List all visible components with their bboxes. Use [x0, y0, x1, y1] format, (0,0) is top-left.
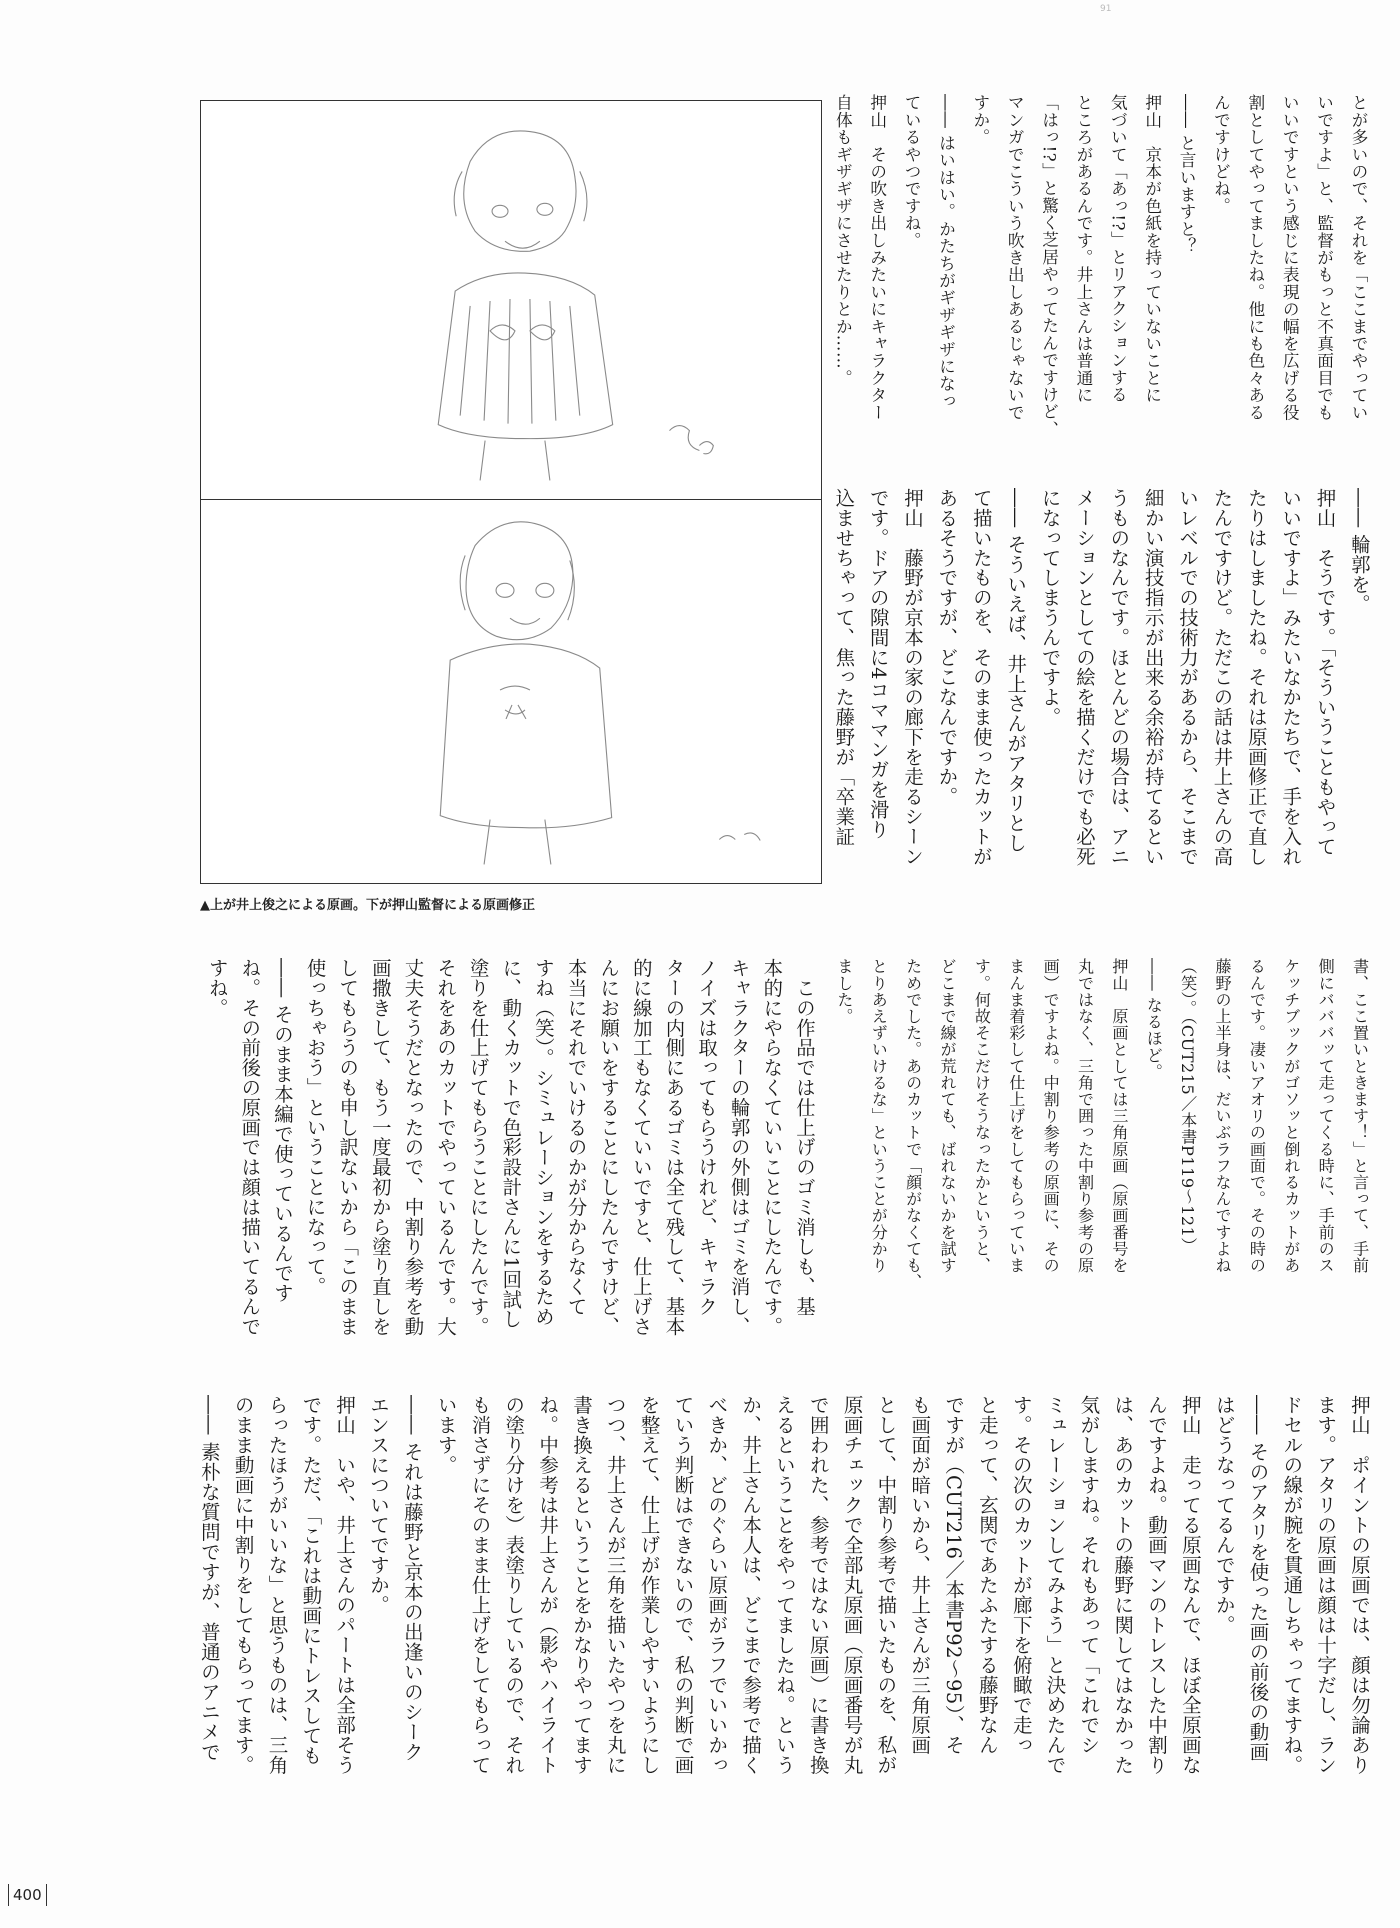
text-line: はどうなってるんですか。 — [1212, 1395, 1236, 1635]
text-line: してもらうのも申し訳ないから「このまま — [336, 958, 360, 1337]
text-line: いいですという感じに表現の幅を広げる役 — [1280, 94, 1301, 421]
text-line: 押山 ポイントの原画では、顔は勿論あり — [1348, 1395, 1371, 1775]
text-line: あるそうですが、どこなんですか。 — [935, 488, 959, 807]
text-line: えるということをやってましたね。という — [772, 1395, 796, 1775]
text-line: も画面が暗いから、井上さんが三角原画 — [908, 1395, 932, 1755]
text-line: に、動くカットで色彩設計さんに1回試し — [499, 958, 523, 1330]
text-line: ね。中参考は井上さんが（影やハイライト — [536, 1395, 560, 1775]
text-line: ―― そのまま本編で使っているんです — [271, 958, 294, 1303]
text-line: ドセルの線が腕を貫通しちゃってますね。 — [1280, 1395, 1304, 1775]
text-line: 押山 京本が色紙を持っていないことに — [1142, 94, 1163, 404]
text-line: のまま動画に中割りをしてもらってます。 — [231, 1395, 255, 1775]
text-line: になってしまうんですよ。 — [1038, 488, 1062, 727]
text-line: すね。 — [205, 958, 229, 1018]
text-line: の塗り分けを）表塗りしているので、それ — [502, 1395, 526, 1775]
text-line: 押山 藤野が京本の家の廊下を走るシーン — [901, 488, 925, 867]
text-line: ―― それは藤野と京本の出逢いのシーク — [400, 1395, 424, 1762]
text-line: か、井上さん本人は、どこまで参考で描く — [739, 1395, 763, 1775]
text-line: ―― はいはい。かたちがギザギザになっ — [936, 94, 957, 410]
text-line: エンスについてですか。 — [366, 1395, 390, 1615]
text-line: ね。その前後の原画では顔は描いてるんで — [238, 958, 262, 1337]
text-line: ところがあるんです。井上さんは普通に — [1074, 94, 1094, 404]
text-line: ですが（CUT216／本書P92～95）、そ — [942, 1395, 966, 1756]
text-line: います。 — [434, 1395, 458, 1475]
text-line: ためでした。あのカットで「顔がなくても、 — [903, 958, 923, 1290]
text-line: 押山 走ってる原画なんで、ほぼ全原画な — [1178, 1395, 1202, 1775]
text-line: ―― 素朴な質問ですが、普通のアニメで — [197, 1395, 221, 1762]
page-number-text: 400 — [13, 1886, 42, 1904]
text-line: と走って、玄関であたふたする藤野なん — [975, 1395, 999, 1755]
text-line: この作品では仕上げのゴミ消しも、基 — [793, 958, 816, 1317]
text-line: すか。 — [970, 94, 991, 146]
text-line: たりはしましたね。それは原画修正で直し — [1244, 488, 1268, 867]
text-line: たんですけど。ただこの話は井上さんの高 — [1210, 488, 1234, 867]
illustration-figure — [200, 100, 822, 884]
text-line: ―― なるほど。 — [1143, 958, 1163, 1080]
text-line: 自体もギザギザにさせたりとか……。 — [833, 94, 854, 387]
text-line: 原画チェックで全部丸原画（原画番号が丸 — [840, 1395, 864, 1775]
sketch-panel-original — [201, 101, 821, 500]
text-line: て描いたものを、そのまま使ったカットが — [969, 488, 993, 867]
text-line: 気づいて「あっ!?」とリアクションする — [1108, 94, 1129, 404]
text-line: 押山 その吹き出しみたいにキャラクター — [867, 94, 888, 421]
text-line: らったほうがいいな」と思うものは、三角 — [265, 1395, 289, 1775]
text-line: ―― そういえば、井上さんがアタリとし — [1004, 488, 1028, 853]
text-line: それをあのカットでやっているんです。大 — [434, 958, 458, 1337]
text-line: 気がしますね。それもあって「これでシ — [1077, 1395, 1101, 1755]
text-line: 画）ですよね。中割り参考の原画に、その — [1040, 958, 1060, 1274]
text-line: す。何故そこだけそうなったかというと、 — [971, 958, 991, 1274]
text-line: ました。 — [834, 958, 854, 1025]
text-line: 押山 そうです。「そういうこともやって — [1313, 488, 1337, 857]
text-line: ―― と言いますと？ — [1177, 94, 1198, 255]
text-block-2 — [826, 488, 1376, 868]
text-line: で囲われた、参考ではない原画）に書き換 — [806, 1395, 830, 1775]
text-line: メーションとしての絵を描くだけでも必死 — [1073, 488, 1096, 867]
text-line: んですけどね。 — [1211, 94, 1232, 215]
text-line: 割としてやってましたね。他にも色々ある — [1245, 94, 1266, 421]
text-line: ます。アタリの原画は顔は十字だし、ラン — [1314, 1395, 1338, 1775]
text-line: うものなんです。ほとんどの場合は、アニ — [1107, 488, 1131, 867]
text-line: 本当にそれでいけるのかが分からなくて — [564, 958, 588, 1317]
text-line: いいですよ」みたいなかたちで、手を入れ — [1279, 488, 1303, 867]
sketch-corrected-drawing — [201, 500, 821, 883]
text-line: 的に線加工もなくていいですと、仕上げさ — [629, 958, 653, 1337]
text-line: として、中割り参考で描いたものを、私が — [874, 1395, 898, 1775]
text-line: るんです。凄いアオリの画面で。その時の — [1246, 958, 1266, 1274]
text-line: 使っちゃおう」ということになって。 — [303, 958, 327, 1297]
text-line: マンガでこういう吹き出しあるじゃないで — [1005, 94, 1026, 421]
sketch-original-drawing — [201, 101, 821, 499]
text-line: 細かい演技指示が出来る余裕が持てるとい — [1141, 488, 1165, 867]
text-line: です。ドアの隙間に4コママンガを滑り — [866, 488, 890, 840]
text-line: べきか、どのぐらい原画がラフでいいかっ — [705, 1395, 729, 1775]
page-number — [8, 1882, 47, 1908]
text-line: 書き換えるということをかなりやってます — [569, 1395, 593, 1775]
text-block-4 — [200, 958, 820, 1338]
text-line: ノイズは取ってもらうけれど、キャラク — [695, 958, 719, 1317]
text-line: 書、ここ置いときます！」と言って、手前 — [1350, 958, 1369, 1274]
text-line: ていう判断はできないので、私の判断で画 — [671, 1395, 695, 1775]
text-block-1 — [826, 94, 1376, 454]
corner-mark: 91 — [1100, 4, 1112, 14]
text-line: （笑）。（CUT215／本書P119～121） — [1178, 958, 1198, 1254]
text-line: キャラクターの輪郭の外側はゴミを消し、 — [727, 958, 751, 1337]
text-line: ケッチブックがゴソッと倒れるカットがあ — [1281, 958, 1301, 1274]
text-line: 丸ではなく、三角で囲った中割り参考の原 — [1075, 958, 1094, 1274]
text-line: ているやつですね。 — [902, 94, 923, 249]
text-line: を整えて、仕上げが作業しやすいようにし — [637, 1395, 661, 1775]
text-line: んにお願いをすることにしたんですけど、 — [597, 958, 621, 1337]
text-line: ―― そのアタリを使った画の前後の動画 — [1246, 1395, 1270, 1762]
text-line: 側にバババッて走ってくる時に、手前のス — [1315, 958, 1335, 1274]
text-line: 押山 いや、井上さんのパートは全部そう — [333, 1395, 357, 1775]
text-line: んですよね。動画マンのトレスした中割り — [1145, 1395, 1169, 1775]
text-line: も消さずにそのまま仕上げをしてもらって — [468, 1395, 492, 1775]
sketch-panel-corrected — [201, 500, 821, 883]
text-block-5 — [192, 1395, 1376, 1865]
figure-caption: ▲上が井上俊之による原画。下が押山監督による原画修正 — [200, 898, 535, 913]
text-block-3 — [826, 958, 1376, 1338]
text-line: とが多いので、それを「ここまでやってい — [1349, 94, 1369, 421]
text-line: ターの内側にあるゴミは全て残して、基本 — [662, 958, 686, 1337]
text-line: す。その次のカットが廊下を俯瞰で走っ — [1009, 1395, 1033, 1755]
text-line: すね（笑）。シミュレーションをするため — [532, 958, 555, 1327]
text-line: は、あのカットの藤野に関してはなかった — [1111, 1395, 1135, 1775]
text-line: 画撒きして、もう一度最初から塗り直しを — [368, 958, 392, 1337]
text-line: つつ、井上さんが三角を描いたやつを丸に — [603, 1395, 627, 1775]
text-line: 押山 原画としては三角原画（原画番号を — [1109, 958, 1129, 1274]
text-line: ミュレーションしてみよう」と決めたんで — [1043, 1395, 1067, 1775]
text-line: いですよ」と、監督がもっと不真面目でも — [1314, 94, 1335, 421]
text-line: 丈夫そうだとなったので、中割り参考を動 — [401, 958, 425, 1337]
text-line: 本的にやらなくていいことにしたんです。 — [760, 958, 784, 1337]
text-line: ―― 輪郭を。 — [1348, 488, 1371, 615]
text-line: 塗りを仕上げてもらうことにしたんです。 — [466, 958, 490, 1337]
text-line: どこまで線が荒れても、ばれないかを試す — [937, 958, 957, 1274]
text-line: いレベルでの技術力があるから、そこまで — [1176, 488, 1200, 867]
text-line: です。ただ、「これは動画にトレスしても — [299, 1395, 323, 1766]
text-line: 藤野の上半身は、だいぶラフなんですよね — [1212, 958, 1232, 1274]
text-line: まんま着彩して仕上げをしてもらっていま — [1006, 958, 1026, 1274]
text-line: とりあえずいけるな」ということが分かり — [868, 958, 888, 1274]
text-line: 込ませちゃって、焦った藤野が「卒業証 — [832, 488, 856, 847]
text-line: 「はっ!?」と驚く芝居やってたんですけど、 — [1039, 94, 1060, 438]
